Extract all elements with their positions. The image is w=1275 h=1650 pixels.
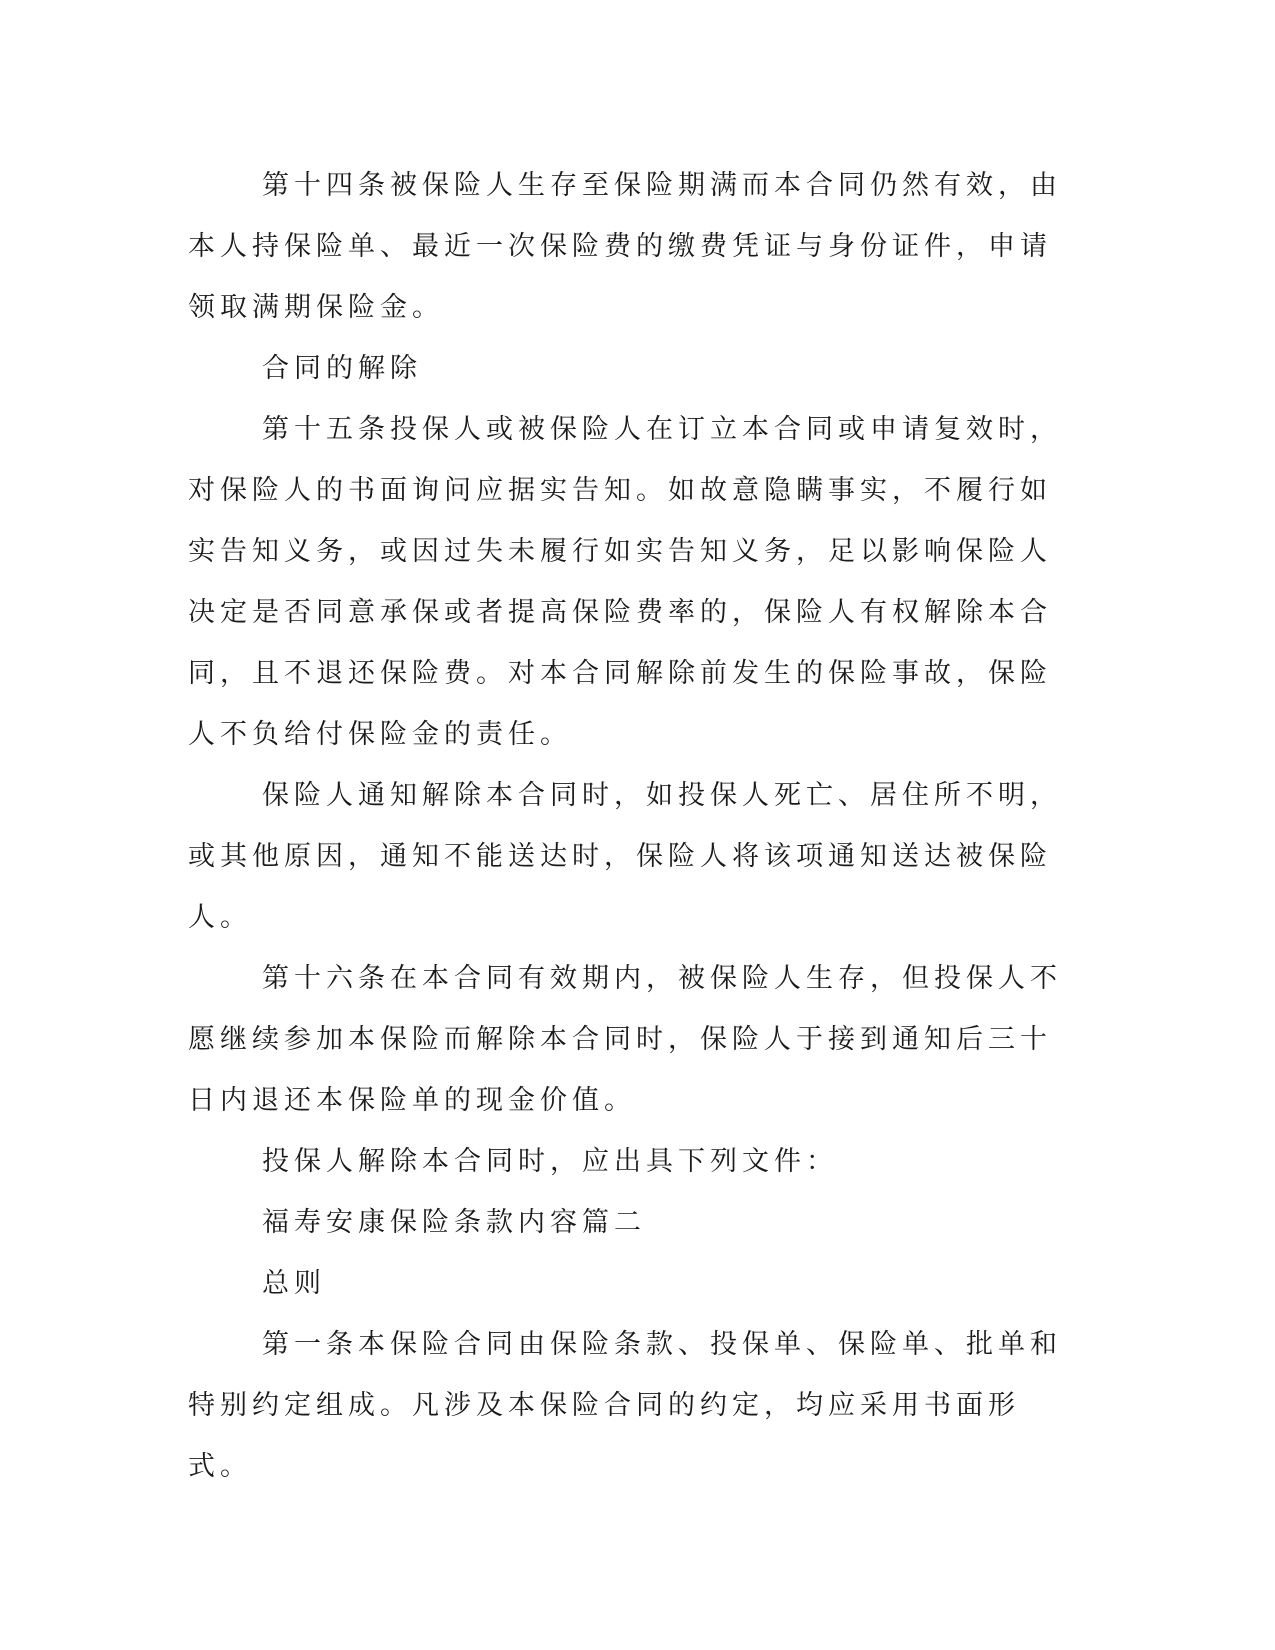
paragraph-required-documents: 投保人解除本合同时，应出具下列文件： <box>262 1146 838 1177</box>
paragraph-article-1: 第一条本保险合同由保险条款、投保单、保险单、批单和特别约定组成。凡涉及本保险合同的约定，均应采用书面形式。 <box>188 1329 1062 1482</box>
paragraph-notification: 保险人通知解除本合同时，如投保人死亡、居住所不明，或其他原因，通知不能送达时，保险人将该项通知送达被保险人。 <box>188 780 1062 933</box>
section-heading-general: 总则 <box>262 1268 326 1299</box>
paragraph-article-16: 第十六条在本合同有效期内，被保险人生存，但投保人不愿继续参加本保险而解除本合同时，保险人于接到通知后三十日内退还本保险单的现金价值。 <box>188 963 1062 1116</box>
section-heading-termination: 合同的解除 <box>262 353 422 384</box>
document-body <box>188 155 1083 1497</box>
paragraph-article-15: 第十五条投保人或被保险人在订立本合同或申请复效时，对保险人的书面询问应据实告知。如故意隐瞒事实，不履行如实告知义务，或因过失未履行如实告知义务，足以影响保险人决定是否同意承保或者提高保险费率的，保险人有权解除本合同，且不退还保险费。对本合同解除前发生的保险事故，保险人不负给付保险金的责任。 <box>188 414 1062 750</box>
section-heading-part-two: 福寿安康保险条款内容篇二 <box>262 1207 646 1238</box>
paragraph-article-14: 第十四条被保险人生存至保险期满而本合同仍然有效，由本人持保险单、最近一次保险费的缴费凭证与身份证件，申请领取满期保险金。 <box>188 170 1062 323</box>
